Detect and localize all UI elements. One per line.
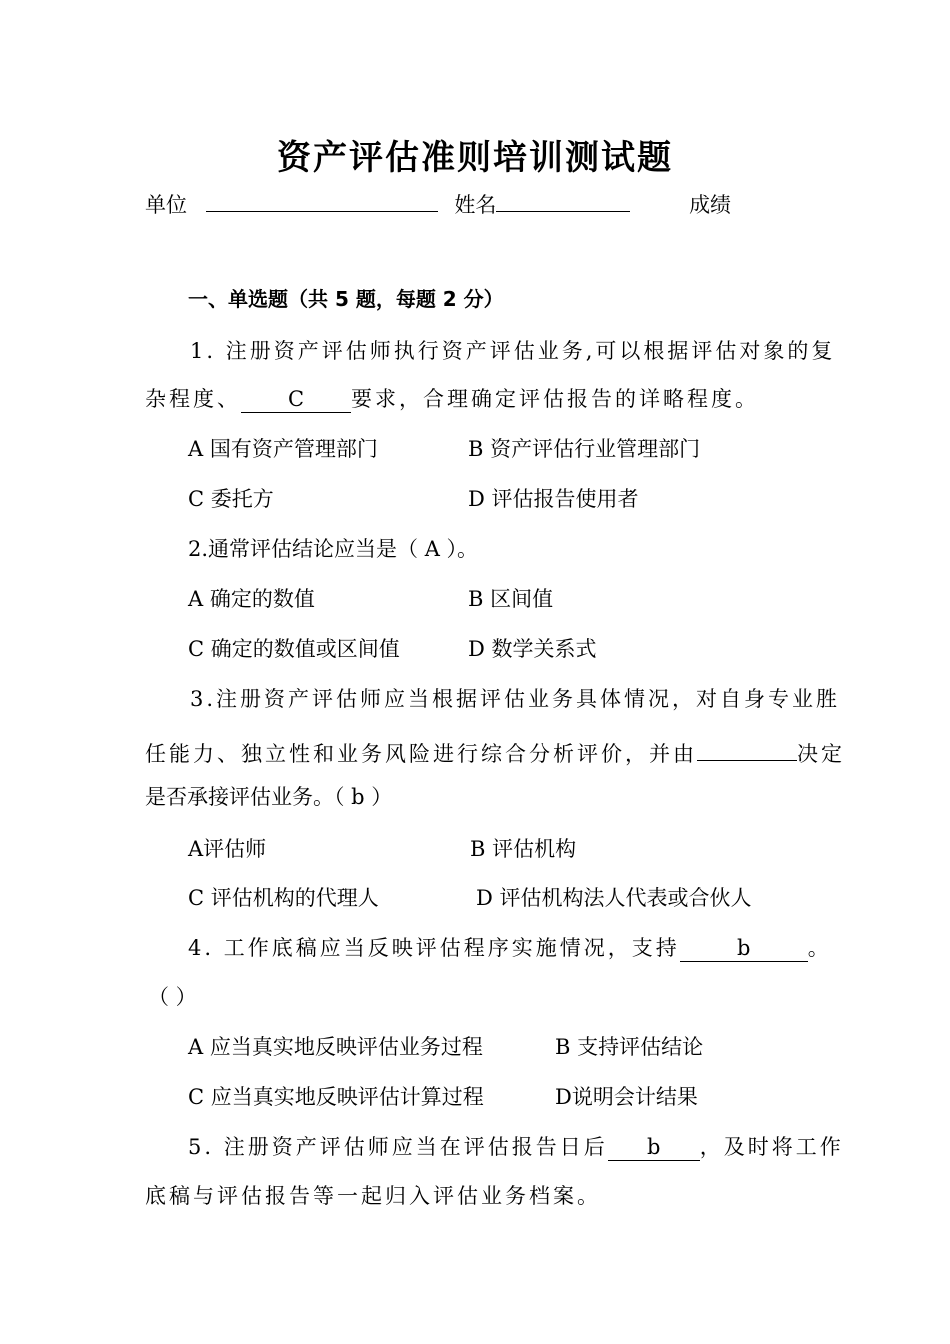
question-4-option-d: D说明会计结果 bbox=[555, 1085, 698, 1109]
question-1-text-tail: 要求，合理确定评估报告的详略程度。 bbox=[351, 387, 759, 411]
unit-label: 单位 bbox=[145, 193, 187, 217]
header-info-row bbox=[145, 185, 731, 220]
question-4-option-c: C 应当真实地反映评估计算过程 bbox=[188, 1085, 484, 1109]
question-4-line-2: （ ） bbox=[148, 985, 197, 1009]
question-3-option-c: C 评估机构的代理人 bbox=[188, 886, 379, 910]
question-3-text-tail: 决定 bbox=[797, 742, 845, 766]
question-1-text: 杂程度、 bbox=[145, 387, 241, 411]
question-1-option-b: B 资产评估行业管理部门 bbox=[468, 437, 701, 461]
question-1-answer-blank: C bbox=[241, 386, 351, 413]
section-heading: 一、单选题（共 5 题，每题 2 分） bbox=[188, 287, 504, 311]
question-4-option-a: A 应当真实地反映评估业务过程 bbox=[188, 1035, 483, 1059]
question-2-option-d: D 数学关系式 bbox=[468, 637, 597, 661]
question-1-line-2 bbox=[145, 384, 759, 414]
question-3-line-3: 是否承接评估业务。（ b ） bbox=[145, 785, 393, 809]
question-3-answer-blank bbox=[697, 734, 797, 761]
name-field[interactable] bbox=[496, 185, 630, 212]
question-5-line-2: 底稿与评估报告等一起归入评估业务档案。 bbox=[145, 1184, 601, 1208]
question-2-option-b: B 区间值 bbox=[468, 587, 554, 611]
question-4-text: 4. 工作底稿应当反映评估程序实施情况，支持 bbox=[188, 936, 680, 960]
question-3-line-2 bbox=[145, 734, 845, 769]
question-3-option-d: D 评估机构法人代表或合伙人 bbox=[476, 886, 752, 910]
question-1-option-c: C 委托方 bbox=[188, 487, 274, 511]
question-1-line-1: 1. 注册资产评估师执行资产评估业务,可以根据评估对象的复 bbox=[190, 339, 836, 363]
question-3-option-b: B 评估机构 bbox=[470, 837, 577, 861]
score-label: 成绩 bbox=[689, 193, 732, 217]
question-2-option-c: C 确定的数值或区间值 bbox=[188, 637, 400, 661]
question-2-option-a: A 确定的数值 bbox=[188, 587, 315, 611]
question-4-text-tail: 。 bbox=[807, 936, 832, 960]
question-4-line-1 bbox=[188, 933, 832, 963]
question-5-line-1 bbox=[188, 1132, 844, 1162]
question-1-option-d: D 评估报告使用者 bbox=[468, 487, 639, 511]
question-5-text: 5. 注册资产评估师应当在评估报告日后 bbox=[188, 1135, 608, 1159]
name-label: 姓名 bbox=[454, 193, 497, 217]
question-3-text: 任能力、独立性和业务风险进行综合分析评价，并由 bbox=[145, 742, 697, 766]
question-5-text-tail: ，及时将工作 bbox=[699, 1135, 844, 1159]
question-4-answer-blank: b bbox=[680, 935, 808, 962]
document-title: 资产评估准则培训测试题 bbox=[277, 138, 673, 178]
question-1-option-a: A 国有资产管理部门 bbox=[188, 437, 378, 461]
question-2-line-1: 2.通常评估结论应当是（ A ）。 bbox=[188, 537, 479, 561]
question-4-option-b: B 支持评估结论 bbox=[555, 1035, 704, 1059]
question-3-line-1: 3.注册资产评估师应当根据评估业务具体情况，对自身专业胜 bbox=[190, 687, 841, 711]
question-5-answer-blank: b bbox=[608, 1134, 700, 1161]
unit-field[interactable] bbox=[206, 185, 438, 212]
question-3-option-a: A评估师 bbox=[188, 837, 267, 861]
